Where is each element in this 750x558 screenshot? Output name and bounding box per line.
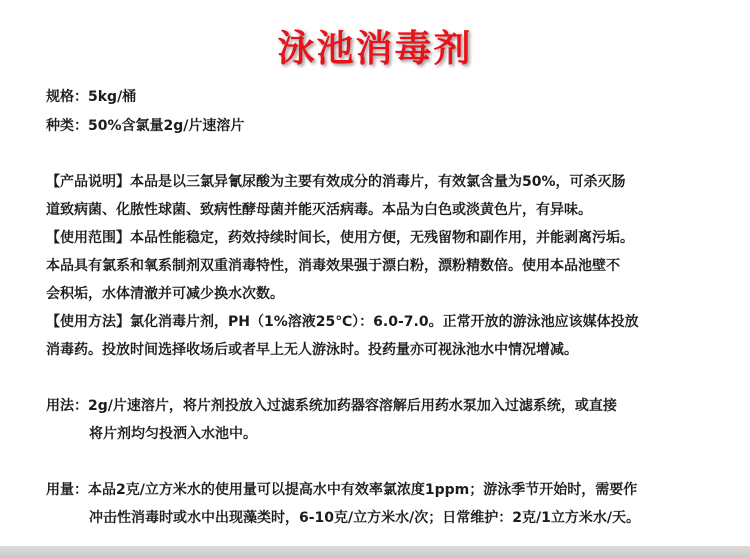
page-title: 泳池消毒剂 <box>277 27 473 70</box>
dosage-line-2: 冲击性消毒时或水中出现藻类时，6-10克/立方米水/次；日常维护：2克/1立方米水/天。 <box>89 510 640 526</box>
spec-line: 规格：5kg/桶 <box>46 89 137 105</box>
bottom-divider <box>0 546 750 558</box>
dosage-line-1: 用量：本品2克/立方米水的使用量可以提高水中有效率氯浓度1ppm；游泳季节开始时，需要作 <box>46 482 638 498</box>
method-line-1: 【使用方法】氯化消毒片剂，PH（1%溶液25℃）：6.0-7.0。正常开放的游泳池应该媒体投放 <box>46 314 639 330</box>
scope-line-3: 会积垢，水体清澈并可减少换水次数。 <box>46 286 284 302</box>
method-line-2: 消毒药。投放时间选择收场后或者早上无人游泳时。投药量亦可视泳池水中情况增减。 <box>46 342 578 358</box>
description-line-1: 【产品说明】本品是以三氯异氰尿酸为主要有效成分的消毒片，有效氯含量为50%，可杀灭肠 <box>46 174 626 190</box>
type-line: 种类：50%含氯量2g/片速溶片 <box>46 118 245 134</box>
usage-line-2: 将片剂均匀投洒入水池中。 <box>89 426 257 442</box>
usage-line-1: 用法：2g/片速溶片，将片剂投放入过滤系统加药器容溶解后用药水泵加入过滤系统，或直接 <box>46 398 617 414</box>
scope-line-2: 本品具有氯系和氧系制剂双重消毒特性，消毒效果强于漂白粉，漂粉精数倍。使用本品池壁不 <box>46 258 620 274</box>
description-line-2: 道致病菌、化脓性球菌、致病性酵母菌并能灭活病毒。本品为白色或淡黄色片，有异味。 <box>46 202 592 218</box>
scope-line-1: 【使用范围】本品性能稳定，药效持续时间长，使用方便，无残留物和副作用，并能剥离污垢。 <box>46 230 634 246</box>
